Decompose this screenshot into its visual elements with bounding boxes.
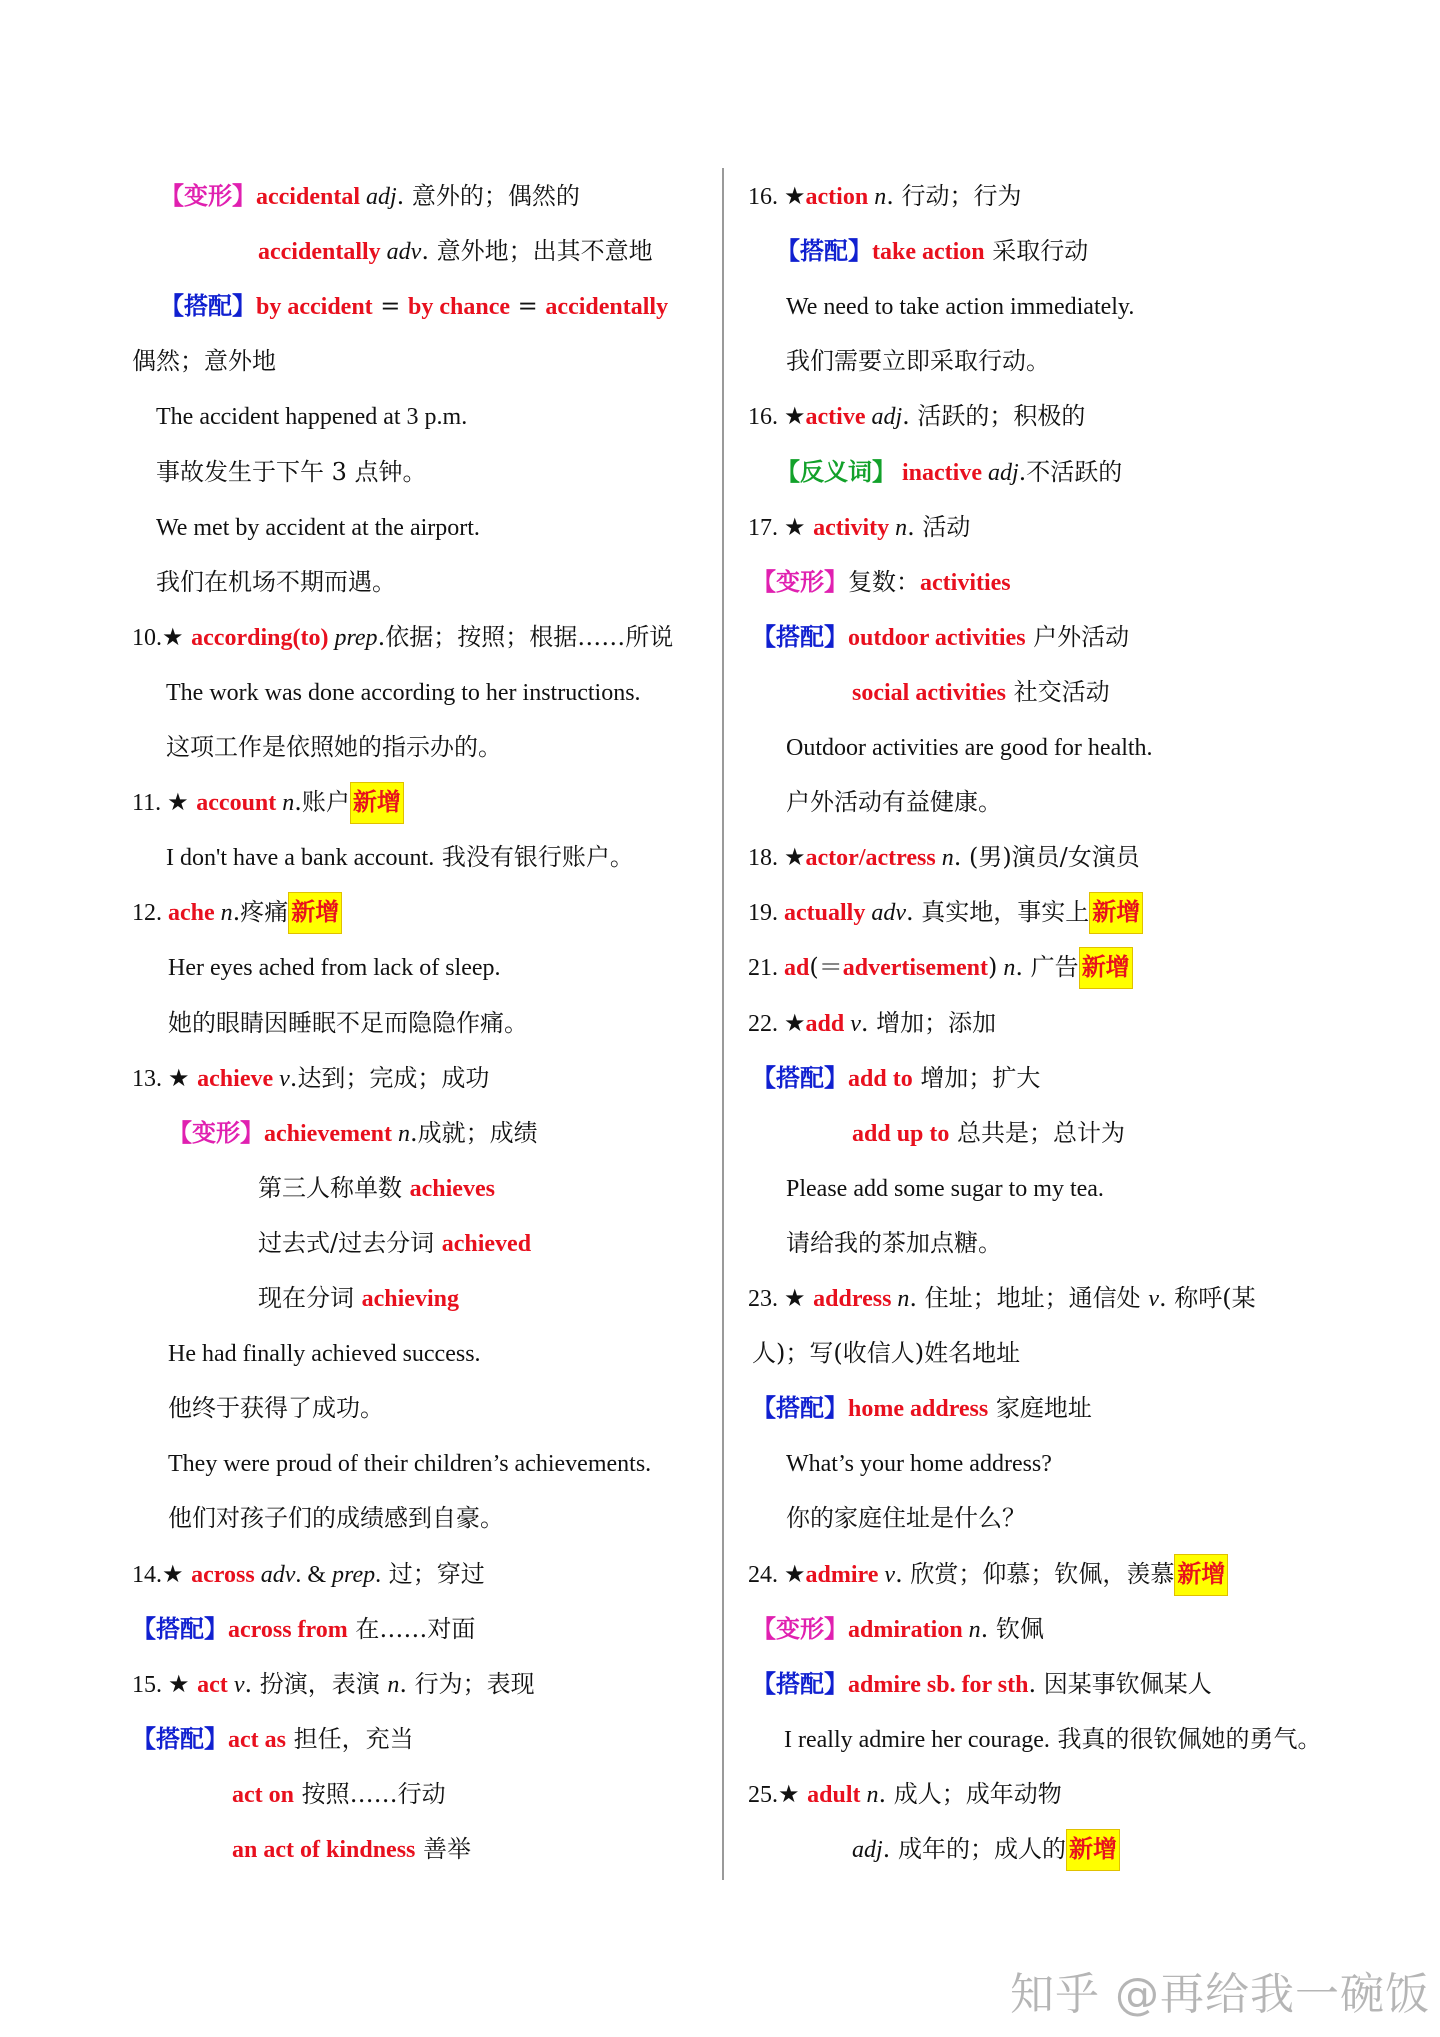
section-tag: 【变形】 — [160, 181, 256, 210]
text-segment: 成就；成绩 — [417, 1118, 538, 1147]
section-tag: 【反义词】 — [776, 456, 896, 486]
left-line — [156, 560, 396, 604]
headword: act — [197, 1671, 228, 1698]
right-line — [752, 1662, 1212, 1706]
left-line — [156, 394, 467, 438]
watermark: 知乎 @再给我一碗饭 — [1010, 1969, 1430, 2020]
headword: take action — [872, 239, 985, 266]
left-line — [166, 670, 641, 714]
text-segment: 24. — [748, 1561, 784, 1588]
part-of-speech: n — [935, 845, 954, 872]
section-tag: 【变形】 — [752, 566, 848, 596]
text-segment: 23. — [748, 1286, 784, 1312]
part-of-speech: n — [391, 1120, 410, 1147]
text-segment: . — [377, 622, 386, 651]
right-line — [752, 1607, 1044, 1651]
left-line — [258, 1166, 495, 1210]
text-segment: 不活跃的 — [1026, 457, 1123, 486]
part-of-speech: prep — [328, 624, 378, 651]
left-line — [168, 1386, 384, 1430]
left-line — [166, 835, 634, 879]
text-segment: 25. — [748, 1781, 778, 1808]
text-segment: 账户 — [301, 788, 350, 817]
text-segment: . — [882, 1835, 891, 1863]
text-segment: . — [399, 1669, 408, 1698]
text-segment: . — [294, 788, 302, 817]
text-segment: 21. — [748, 955, 784, 982]
headword: action — [805, 184, 869, 210]
text-segment: 16. — [748, 184, 784, 210]
right-line — [748, 174, 1021, 218]
text-segment: 16. — [748, 404, 784, 431]
section-tag: 【搭配】 — [132, 1723, 228, 1753]
part-of-speech: n — [997, 955, 1016, 982]
text-segment: 我没有银行账户。 — [434, 843, 634, 872]
text-segment: 她的眼睛因睡眠不足而隐隐作痛。 — [168, 1008, 528, 1037]
right-line — [786, 725, 1153, 769]
part-of-speech: n — [891, 1286, 910, 1312]
text-segment: The work was done according to her instructions. — [166, 679, 641, 706]
text-segment: 12. — [132, 900, 168, 927]
headword: admire sb. for sth — [848, 1671, 1029, 1698]
section-tag: 【搭配】 — [160, 291, 256, 321]
right-line — [748, 394, 1085, 438]
left-line — [132, 1607, 475, 1651]
right-line — [786, 1221, 1002, 1265]
part-of-speech: adj — [981, 459, 1019, 486]
new-badge: 新增 — [1089, 892, 1143, 934]
part-of-speech: prep — [332, 1561, 376, 1588]
left-line — [132, 615, 673, 659]
text-segment: 第三人称单数 — [258, 1173, 410, 1202]
left-line — [132, 1056, 489, 1100]
text-segment: 人)；写(收信人)姓名地址 — [752, 1339, 1021, 1368]
text-segment: 我们需要立即采取行动。 — [786, 347, 1050, 376]
headword: inactive — [896, 459, 982, 486]
headword: add up to — [852, 1120, 950, 1147]
right-line — [786, 780, 1002, 824]
headword: social activities — [852, 679, 1006, 706]
right-line — [852, 670, 1110, 714]
star-icon: ★ — [784, 1559, 806, 1588]
left-line — [258, 1221, 531, 1265]
star-icon: ★ — [784, 1284, 814, 1312]
text-segment: 活跃的；积极的 — [909, 402, 1086, 431]
star-icon: ★ — [167, 788, 197, 817]
headword: across — [191, 1561, 255, 1588]
text-segment: 他们对孩子们的成绩感到自豪。 — [168, 1504, 504, 1533]
text-segment: 请给我的茶加点糖。 — [786, 1228, 1002, 1257]
text-segment: We met by accident at the airport. — [156, 514, 480, 541]
headword: ad — [784, 955, 810, 982]
right-line — [786, 1496, 1026, 1540]
text-segment: 他终于获得了成功。 — [168, 1394, 384, 1423]
star-icon: ★ — [784, 1008, 806, 1037]
text-segment: 22. — [748, 1010, 784, 1037]
text-segment: 意外地；出其不意地 — [428, 237, 653, 266]
headword: admire — [805, 1561, 879, 1588]
headword: act on — [232, 1781, 294, 1808]
text-segment: . — [878, 1779, 887, 1808]
part-of-speech: v — [878, 1561, 896, 1588]
text-segment: ) — [988, 953, 998, 982]
text-segment: 称呼(某 — [1166, 1284, 1256, 1312]
headword: actually — [784, 900, 866, 927]
part-of-speech: n — [868, 184, 887, 210]
headword: act as — [228, 1726, 286, 1753]
right-line — [748, 1552, 1228, 1596]
text-segment: . — [905, 898, 914, 927]
left-line — [156, 450, 427, 494]
text-segment: . — [860, 1008, 869, 1037]
right-line — [784, 1717, 1322, 1761]
part-of-speech: n — [860, 1781, 879, 1808]
text-segment: . — [1158, 1284, 1167, 1312]
part-of-speech: n — [276, 790, 295, 817]
headword: achievement — [264, 1120, 392, 1147]
text-segment: (＝ — [809, 953, 843, 982]
text-segment: . — [907, 512, 915, 541]
text-segment: He had finally achieved success. — [168, 1341, 481, 1368]
star-icon: ★ — [784, 512, 814, 541]
star-icon: ★ — [784, 182, 806, 210]
text-segment: . — [1015, 953, 1024, 982]
text-segment: 11. — [132, 790, 168, 817]
headword: active — [805, 404, 866, 431]
text-segment: We need to take action immediately. — [786, 294, 1135, 321]
right-line — [748, 890, 1143, 934]
section-tag: 【搭配】 — [752, 1668, 848, 1698]
part-of-speech: v — [227, 1671, 245, 1698]
headword: adult — [807, 1781, 861, 1808]
text-segment: 事故发生于下午 3 点钟。 — [156, 457, 427, 486]
text-segment: 19. — [748, 900, 784, 927]
left-line — [258, 229, 653, 273]
section-tag: 【变形】 — [168, 1117, 264, 1147]
text-segment: 扮演，表演 — [252, 1669, 388, 1698]
text-segment: . — [902, 402, 910, 431]
text-segment: 过去式/过去分词 — [258, 1228, 442, 1257]
text-segment: Her eyes ached from lack of sleep. — [168, 955, 501, 982]
left-line — [168, 945, 501, 989]
part-of-speech: adj — [865, 404, 903, 431]
headword: ache — [168, 900, 215, 927]
headword: activities — [920, 569, 1011, 596]
part-of-speech: n — [214, 900, 233, 927]
text-segment: The accident happened at 3 p.m. — [156, 404, 468, 431]
text-segment: 意外的；偶然的 — [404, 182, 580, 210]
right-line — [786, 284, 1134, 328]
new-badge: 新增 — [1174, 1554, 1228, 1596]
headword: achieving — [361, 1286, 459, 1312]
text-segment: 成人；成年动物 — [886, 1779, 1062, 1808]
right-line — [752, 560, 1011, 604]
text-segment: . & — [295, 1561, 333, 1588]
text-segment: 过；穿过 — [381, 1559, 485, 1588]
new-badge: 新增 — [288, 892, 342, 934]
text-segment: 14. — [132, 1561, 162, 1588]
text-segment: . — [953, 843, 962, 872]
part-of-speech: n — [387, 1671, 400, 1698]
star-icon: ★ — [162, 1559, 192, 1588]
text-segment: Please add some sugar to my tea. — [786, 1175, 1104, 1202]
left-line — [156, 505, 480, 549]
text-segment: 欣赏；仰慕；钦佩，羡慕 — [902, 1559, 1175, 1588]
text-segment: 你的家庭住址是什么？ — [786, 1504, 1026, 1533]
part-of-speech: v — [273, 1065, 290, 1092]
new-badge: 新增 — [1066, 1829, 1120, 1871]
part-of-speech: v — [844, 1010, 861, 1037]
text-segment: 我们在机场不期而遇。 — [156, 567, 396, 596]
text-segment: 10. — [132, 624, 162, 651]
text-segment: 17. — [748, 514, 784, 541]
text-segment: 户外活动有益健康。 — [786, 788, 1002, 817]
left-line — [132, 1662, 535, 1706]
text-segment: Outdoor activities are good for health. — [786, 735, 1153, 761]
headword: actor/actress — [805, 845, 936, 872]
section-tag: 【搭配】 — [776, 236, 872, 266]
left-line — [132, 890, 342, 934]
right-line — [752, 1331, 1020, 1375]
headword: by chance — [408, 294, 511, 321]
headword: accidentally — [258, 239, 381, 266]
new-badge: 新增 — [1079, 947, 1133, 989]
star-icon: ★ — [784, 843, 806, 872]
text-segment: I don't have a bank account. — [166, 845, 435, 872]
text-segment: 成年的；成人的 — [890, 1835, 1066, 1863]
headword: an act of kindness — [232, 1837, 416, 1863]
right-line — [748, 945, 1133, 989]
part-of-speech: adv — [254, 1561, 296, 1588]
text-segment: . — [909, 1284, 918, 1312]
text-segment: = — [510, 292, 546, 321]
text-segment: 偶然；意外地 — [132, 347, 276, 376]
headword: accidentally — [545, 294, 669, 321]
part-of-speech: adv — [380, 239, 422, 266]
text-segment: 社交活动 — [1005, 677, 1110, 706]
text-segment: 行为；表现 — [407, 1669, 535, 1698]
text-segment: 按照……行动 — [294, 1779, 446, 1808]
left-line — [258, 1276, 459, 1320]
text-segment: 户外活动 — [1025, 622, 1130, 651]
left-line — [168, 1001, 528, 1045]
right-line — [752, 1386, 1092, 1430]
text-segment: . — [232, 898, 241, 927]
text-segment: 行动；行为 — [893, 182, 1022, 210]
headword: achieve — [197, 1065, 274, 1092]
right-line — [786, 1441, 1052, 1485]
text-segment: 广告 — [1023, 953, 1079, 982]
text-segment: 钦佩 — [988, 1614, 1044, 1643]
left-line — [168, 1441, 651, 1485]
new-badge: 新增 — [350, 782, 404, 824]
text-segment: 家庭地址 — [988, 1394, 1092, 1423]
right-line — [786, 1166, 1104, 1210]
text-segment: 复数： — [848, 567, 920, 596]
text-segment: They were proud of their children’s achievements. — [168, 1451, 652, 1478]
text-segment: 现在分词 — [258, 1284, 362, 1312]
headword: admiration — [848, 1616, 963, 1643]
text-segment: 依据；按照；根据……所说 — [385, 622, 674, 651]
right-line — [776, 450, 1122, 494]
text-segment: . — [895, 1559, 903, 1588]
text-segment: . — [409, 1118, 418, 1147]
text-segment: . — [396, 182, 405, 210]
text-segment: What’s your home address? — [786, 1451, 1052, 1478]
text-segment: 活动 — [914, 512, 971, 541]
text-segment: 住址；地址；通信处 — [917, 1284, 1149, 1312]
headword: across from — [228, 1616, 348, 1643]
section-tag: 【搭配】 — [132, 1613, 228, 1643]
right-line — [748, 1772, 1062, 1816]
text-segment: (男)演员/女演员 — [961, 843, 1140, 872]
right-line — [852, 1111, 1125, 1155]
text-segment: 我真的很钦佩她的勇气。 — [1049, 1724, 1322, 1753]
section-tag: 【搭配】 — [752, 621, 848, 651]
right-line — [748, 505, 970, 549]
text-segment: . — [1018, 457, 1027, 486]
text-segment: . — [980, 1614, 989, 1643]
right-line — [748, 835, 1140, 879]
headword: address — [813, 1286, 892, 1312]
left-line — [232, 1772, 446, 1816]
text-segment: . — [244, 1669, 253, 1698]
headword: home address — [848, 1396, 989, 1423]
text-segment: . — [886, 182, 894, 210]
headword: outdoor activities — [848, 624, 1026, 651]
left-line — [132, 1717, 414, 1761]
text-segment: 在……对面 — [347, 1614, 476, 1643]
headword: achieved — [441, 1230, 532, 1257]
right-line — [786, 339, 1050, 383]
section-tag: 【搭配】 — [752, 1393, 848, 1423]
left-line — [160, 174, 580, 218]
text-segment: 18. — [748, 845, 784, 872]
headword: advertisement — [842, 955, 989, 982]
headword: add to — [848, 1065, 913, 1092]
text-segment: 这项工作是依照她的指示办的。 — [166, 733, 502, 761]
text-segment: 担任，充当 — [285, 1724, 414, 1753]
headword: add — [805, 1010, 845, 1037]
headword: achieves — [409, 1175, 495, 1202]
right-line — [748, 1001, 996, 1045]
left-line — [132, 339, 276, 383]
headword: account — [196, 790, 277, 817]
text-segment: 增加；扩大 — [912, 1063, 1041, 1092]
column-divider — [722, 168, 724, 1880]
star-icon: ★ — [778, 1779, 808, 1808]
left-line — [132, 1552, 485, 1596]
text-segment: 善举 — [415, 1835, 472, 1863]
text-segment: . — [289, 1063, 298, 1092]
part-of-speech: adv — [865, 900, 906, 927]
text-segment: 采取行动 — [984, 237, 1089, 266]
text-segment: 疼痛 — [240, 898, 289, 927]
headword: accidental — [256, 184, 360, 210]
text-segment: . — [1028, 1669, 1037, 1698]
text-segment: 因某事钦佩某人 — [1036, 1669, 1212, 1698]
text-segment: 15. — [132, 1671, 168, 1698]
part-of-speech: n — [962, 1616, 981, 1643]
headword: by accident — [256, 294, 373, 321]
left-line — [132, 780, 404, 824]
left-line — [168, 1331, 481, 1375]
part-of-speech: adj — [359, 184, 397, 210]
left-line — [166, 725, 502, 769]
star-icon: ★ — [784, 402, 806, 431]
right-line — [852, 1827, 1120, 1871]
part-of-speech: n — [889, 514, 908, 541]
text-segment: . — [421, 237, 429, 266]
star-icon: ★ — [168, 1063, 198, 1092]
text-segment: = — [372, 292, 409, 321]
headword: activity — [813, 514, 890, 541]
right-line — [752, 1056, 1040, 1100]
text-segment: . — [375, 1561, 382, 1588]
left-line — [168, 1111, 538, 1155]
star-icon: ★ — [168, 1669, 198, 1698]
left-line — [160, 284, 668, 328]
left-line — [168, 1496, 504, 1540]
star-icon: ★ — [162, 622, 192, 651]
section-tag: 【变形】 — [752, 1613, 848, 1643]
right-line — [776, 229, 1088, 273]
text-segment: 增加；添加 — [868, 1008, 997, 1037]
right-line — [752, 615, 1129, 659]
text-segment: 真实地，事实上 — [913, 898, 1090, 927]
headword: according(to) — [191, 624, 329, 651]
text-segment: 达到；完成；成功 — [297, 1063, 490, 1092]
text-segment: 总共是；总计为 — [949, 1118, 1126, 1147]
text-segment: 13. — [132, 1065, 168, 1092]
text-segment: I really admire her courage. — [784, 1726, 1050, 1753]
part-of-speech: adj — [852, 1837, 883, 1863]
part-of-speech: v — [1148, 1286, 1159, 1312]
right-line — [748, 1276, 1256, 1320]
section-tag: 【搭配】 — [752, 1062, 848, 1092]
left-line — [232, 1827, 471, 1871]
